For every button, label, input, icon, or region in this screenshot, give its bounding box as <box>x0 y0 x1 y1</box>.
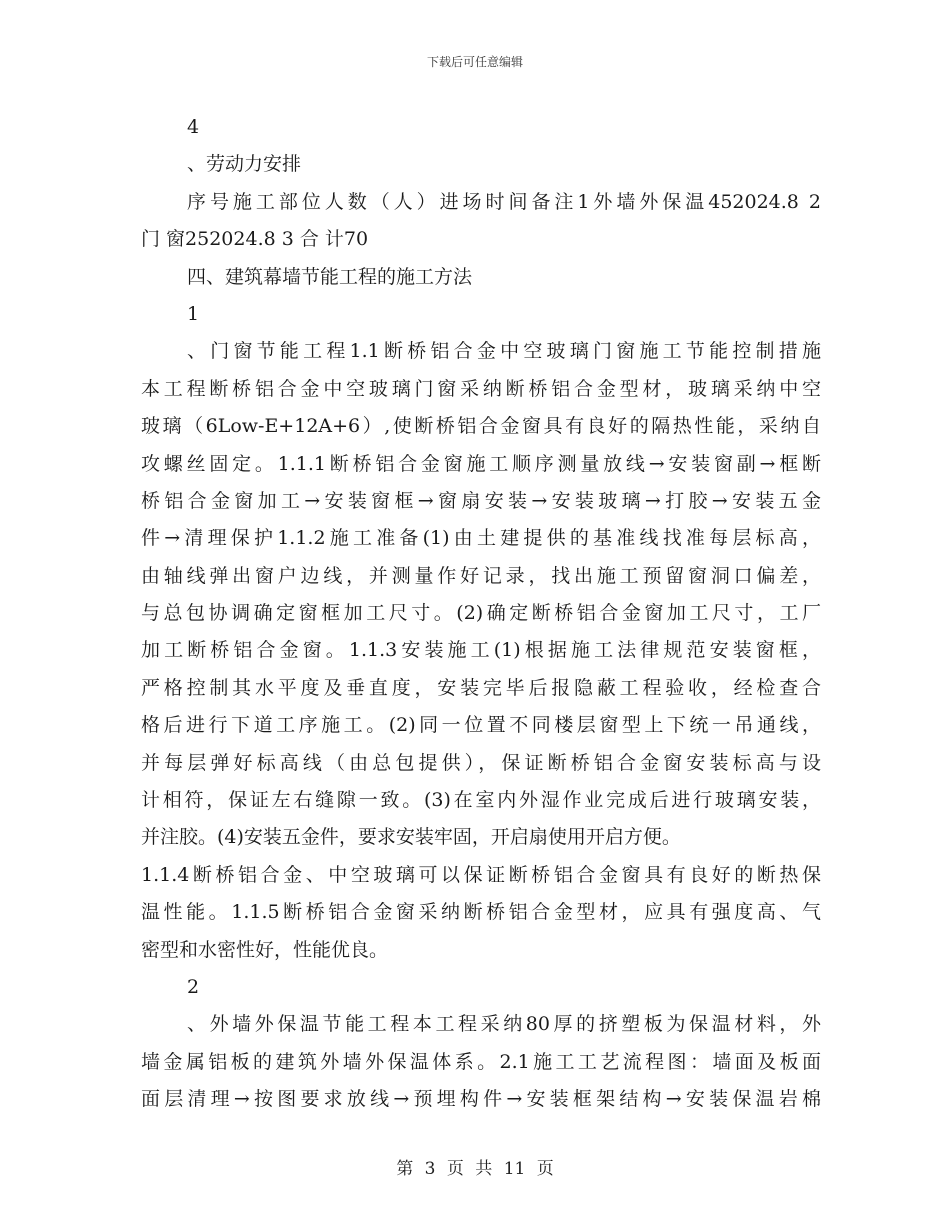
body-text-line: 玻璃（6Low-E+12A+6）,使断桥铝合金窗具有良好的隔热性能，采纳自 <box>141 415 821 438</box>
body-text-line: 并注胶。(4)安装五金件，要求安装牢固，开启扇使用开启方便。 <box>141 826 681 849</box>
page-number: 第 3 页 共 11 页 <box>396 1159 554 1179</box>
body-text-line: 温性能。1.1.5断桥铝合金窗采纳断桥铝合金型材，应具有强度高、气 <box>141 901 821 924</box>
body-text-line: 密型和水密性好，性能优良。 <box>141 938 389 961</box>
body-text-line: 四、建筑幕墙节能工程的施工方法 <box>187 265 473 288</box>
body-text-line: 墙金属铝板的建筑外墙外保温体系。2.1施工工艺流程图：墙面及板面 <box>141 1050 821 1073</box>
body-text-line: 桥铝合金窗加工→安装窗框→窗扇安装→安装玻璃→打胶→安装五金 <box>141 489 821 512</box>
body-text-line: 计相符，保证左右缝隙一致。(3)在室内外湿作业完成后进行玻璃安装， <box>141 789 821 812</box>
body-text-line: 1 <box>187 302 200 325</box>
document-body <box>141 109 821 1119</box>
body-text-line: 2 <box>187 975 200 998</box>
body-text-line: 攻螺丝固定。1.1.1断桥铝合金窗施工顺序测量放线→安装窗副→框断 <box>141 452 821 475</box>
body-text-line: 并每层弹好标高线（由总包提供），保证断桥铝合金窗安装标高与设 <box>141 751 821 774</box>
body-text-line: 本工程断桥铝合金中空玻璃门窗采纳断桥铝合金型材，玻璃采纳中空 <box>141 377 821 400</box>
body-text-line: 与总包协调确定窗框加工尺寸。(2)确定断桥铝合金窗加工尺寸，工厂 <box>141 602 821 625</box>
body-text-line: 面层清理→按图要求放线→预埋构件→安装框架结构→安装保温岩棉 <box>141 1088 821 1111</box>
body-text-line: 格后进行下道工序施工。(2)同一位置不同楼层窗型上下统一吊通线， <box>141 714 821 737</box>
body-text-line: 、外墙外保温节能工程本工程采纳80厚的挤塑板为保温材料，外 <box>187 1013 821 1036</box>
body-text-line: 序号施工部位人数（人）进场时间备注1外墙外保温452024.8 2 <box>187 190 821 213</box>
body-text-line: 加工断桥铝合金窗。1.1.3安装施工(1)根据施工法律规范安装窗框， <box>141 639 821 662</box>
page-header-note: 下载后可任意编辑 <box>426 55 523 69</box>
body-text-line: 严格控制其水平度及垂直度，安装完毕后报隐蔽工程验收，经检查合 <box>141 676 821 699</box>
body-text-line: 1.1.4断桥铝合金、中空玻璃可以保证断桥铝合金窗具有良好的断热保 <box>141 863 821 886</box>
body-text-line: 、门窗节能工程1.1断桥铝合金中空玻璃门窗施工节能控制措施 <box>187 340 821 363</box>
body-text-line: 由轴线弹出窗户边线，并测量作好记录，找出施工预留窗洞口偏差， <box>141 564 821 587</box>
body-text-line: 4 <box>187 116 200 138</box>
body-text-line: 门 窗252024.8 3 合 计70 <box>141 228 369 251</box>
body-text-line: 件→清理保护1.1.2施工准备(1)由土建提供的基准线找准每层标高， <box>141 527 821 550</box>
body-text-line: 、劳动力安排 <box>187 153 302 176</box>
